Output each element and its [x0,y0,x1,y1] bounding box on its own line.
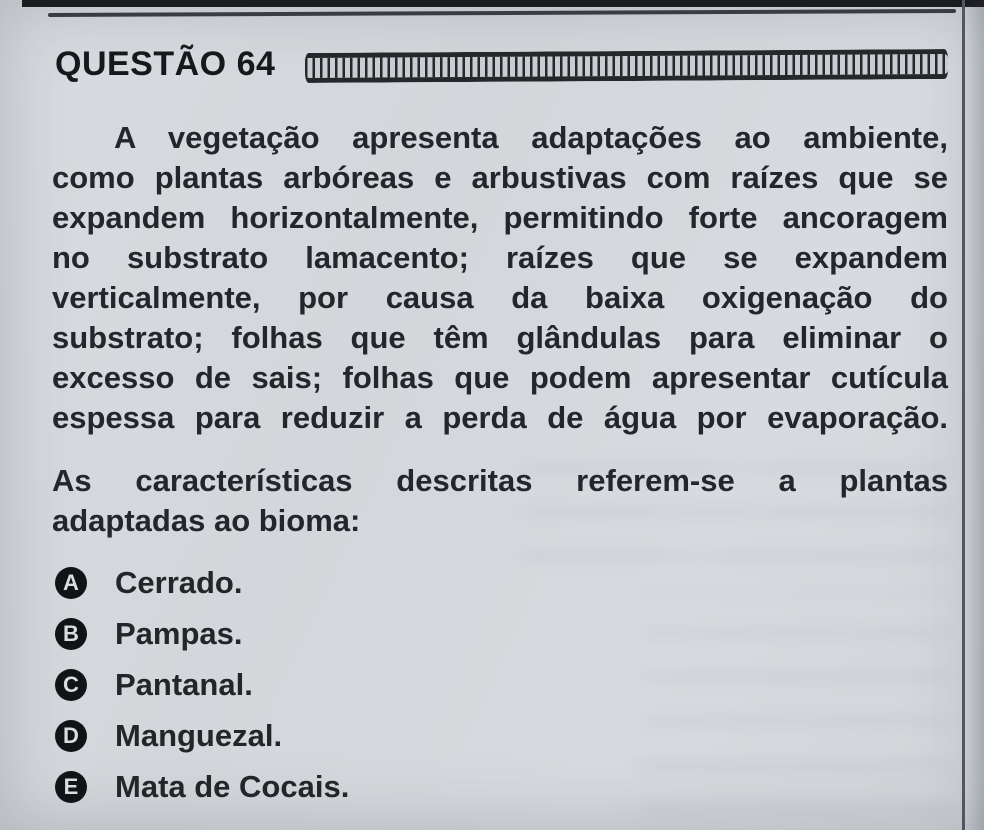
option-letter-badge-c: C [55,669,87,701]
option-row-a [55,567,349,599]
option-label-b: Pampas. [115,616,243,651]
question-text-line: espessa para reduzir a perda de água por evaporação. [52,400,948,435]
question-statement [52,461,948,541]
reverse-side-bleed-through [640,590,950,815]
option-row-b [55,618,349,650]
question-number-label: QUESTÃO 64 [55,45,276,83]
option-letter-badge-a: A [55,567,87,599]
option-label-a: Cerrado. [115,565,243,600]
option-label-c: Pantanal. [115,667,253,702]
question-header-striped-bar [305,49,948,83]
option-letter-badge-d: D [55,720,87,752]
question-text-line: substrato; folhas que têm glândulas para eliminar o [52,320,948,355]
option-row-e [55,771,349,803]
statement-text-line: As características descritas referem-se a plantas [52,463,948,498]
question-text-line: A vegetação apresenta adaptações ao ambiente, [114,120,948,155]
page-top-edge [22,0,984,7]
question-text-line: no substrato lamacento; raízes que se expandem [52,240,948,275]
option-row-c [55,669,349,701]
question-body [52,118,948,541]
answer-options-list [55,567,349,822]
option-label-e: Mata de Cocais. [115,769,350,804]
top-horizontal-rule [48,9,956,17]
statement-text-line: adaptadas ao bioma: [52,503,361,538]
question-text-line: excesso de sais; folhas que podem apresentar cutícula [52,360,948,395]
option-label-d: Manguezal. [115,718,283,753]
column-divider-line [962,0,965,830]
option-row-d [55,720,349,752]
question-paragraph [52,118,948,438]
page-right-edge-shadow [966,0,984,830]
question-text-line: verticalmente, por causa da baixa oxigenação do [52,280,948,315]
question-text-line: como plantas arbóreas e arbustivas com raízes que se [52,160,948,195]
option-letter-badge-b: B [55,618,87,650]
question-header [55,45,948,84]
option-letter-badge-e: E [55,771,87,803]
question-text-line: expandem horizontalmente, permitindo forte ancoragem [52,200,948,235]
